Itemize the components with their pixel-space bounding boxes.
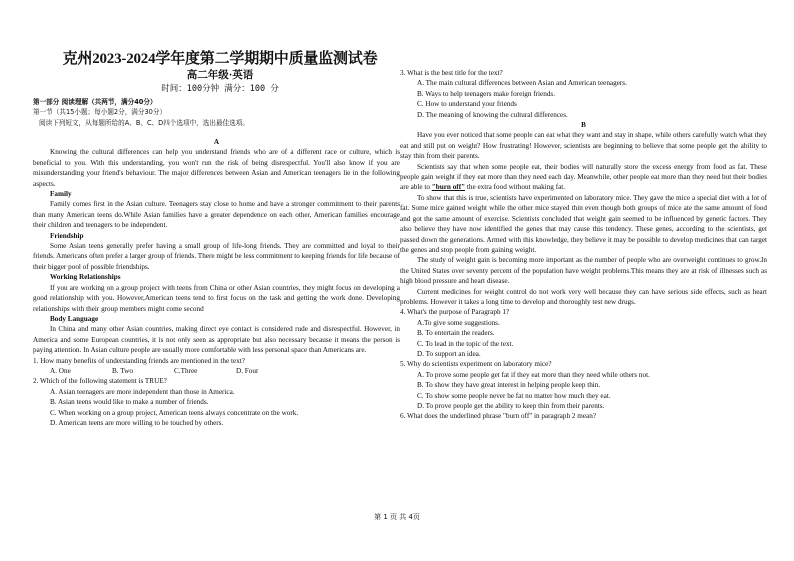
option: C. To show some people never be fat no matter how much they eat. — [417, 391, 611, 400]
option: D. To prove people get the ability to keep thin from their parents. — [417, 402, 605, 410]
part1-heading: 第一部分 阅读理解（共两节，满分40分） — [33, 98, 157, 106]
option: C. When working on a group project, American teens always concentrate on the work. — [50, 408, 299, 417]
option: C. How to understand your friends — [417, 100, 517, 109]
paragraph-working: If you are working on a group project with teens from China or other Asian countries, they might focus on developing a good relationship with you. However,American teens tend to first focus on the task and getting the work done. Developing relationships with their group members might come second — [33, 283, 400, 313]
heading-body-language: Body Language — [50, 314, 99, 323]
option: A. Asian teenagers are more independent than those in America. — [50, 387, 235, 396]
option: C.Three — [174, 366, 198, 375]
option: B. To show they have great interest in helping people keep thin. — [417, 381, 601, 390]
instruction: 阅读下列短文，从每题所给的A、B、C、D四个选项中，选出最佳选项。 — [39, 118, 249, 127]
option: B. To entertain the readers. — [417, 329, 495, 338]
passage-b-p1: Have you ever noticed that some people can eat what they want and stay in shape, while others carefully watch what they eat and still put on weight? How frustrating! However, scientists are beginning to believe that some people get the ability to stay thin from their parents. — [400, 131, 767, 161]
option: D. To support an idea. — [417, 349, 481, 358]
passage-a-label: A — [213, 138, 220, 146]
option: D. American teens are more willing to be touched by others. — [50, 418, 224, 427]
exam-meta: 时间：100分钟 满分：100 分 — [161, 84, 279, 94]
paragraph-friendship: Some Asian teens generally prefer having a small group of life-long friends. They are committed and loyal to their friends. Americans often prefer a larger group of friends. There might be less commitment to keeping friends for life because of their bigger pool of possible friendships. — [33, 242, 400, 271]
option: B. Asian teens would like to make a number of friends. — [50, 398, 209, 407]
passage-b-p3: To show that this is true, scientists have experimented on laboratory mice. They gave the mice a special diet with a lot of fat. Some mice gained weight while the other mice stayed thin even though both groups of mice ate the same amount of food and got the same amount of exercise. Scientists concluded that weight gain seemed to be influenced by genetic factors. They also believe they have now identified the genes that may cause this tendency. These genes, according to the scientists, get passed down the generations. Armed with this knowledge, they believe it may be possible to develop medicines that can target the genes and stop people from gaining weight. — [400, 193, 767, 254]
option: A.To give some suggestions. — [417, 318, 500, 327]
underlined-phrase: "burn off" — [431, 183, 466, 192]
heading-friendship: Friendship — [50, 231, 84, 240]
question-1: 1. How many benefits of understanding friends are mentioned in the text? — [33, 356, 245, 365]
option: D. The meaning of knowing the cultural differences. — [417, 110, 568, 119]
section1-heading: 第一节（共15小题；每小题2分，满分30分） — [33, 108, 167, 117]
paragraph-body-language: In China and many other Asian countries, making direct eye contact is considered rude and disrespectful. However, in America and some European countries, it is not only seen as appropriate but also necessary because it means the person is paying attention. In Asian culture people are usually more comfortable with less personal space than Americans are. — [33, 325, 400, 355]
page-subtitle: 高二年级·英语 — [186, 70, 254, 81]
page-title: 克州2023-2024学年度第二学期期中质量监测试卷 — [62, 51, 378, 67]
passage-b-p2 — [400, 162, 767, 193]
option: A. The main cultural differences between Asian and American teenagers. — [417, 79, 627, 88]
passage-b-p5: Current medicines for weight control do not work very well because they can have serious side effects, such as heart problems. However it takes a long time to develop and thoroughly test new drugs. — [400, 287, 767, 306]
option: D. Four — [236, 366, 259, 375]
option: A. To prove some people get fat if they eat more than they need while others not. — [417, 370, 650, 379]
option: B. Ways to help teenagers make foreign friends. — [417, 89, 556, 98]
heading-working: Working Relationships — [50, 273, 121, 282]
option: A. One — [50, 366, 71, 375]
question-2: 2. Which of the following statement is TRUE? — [33, 377, 167, 386]
heading-family: Family — [50, 190, 72, 199]
passage-b-p4: The study of weight gain is becoming more important as the number of people who are overweight continues to grow.In the United States over seventy percent of the population have weight problems.This means they are at risk of illnesses such as high blood pressure and heart disease. — [400, 256, 767, 286]
passage-b-p2-text-end: the extra food without making fat. — [465, 183, 566, 192]
passage-b-label: B — [581, 121, 586, 130]
passage-a-intro: Knowing the cultural differences can help you understand friends who are of a different race or culture, which is beneficial to you. With this understanding, you won't run the risk of being disrespectful. You'll also know if you are misunderstanding your friend's behaviour. The major differences between Asian and American teenagers lie in the following aspects. — [33, 148, 400, 188]
question-6: 6. What does the underlined phrase "burn off" in paragraph 2 mean? — [400, 412, 597, 421]
page-footer: 第 1 页 共 4页 — [374, 513, 420, 521]
question-5: 5. Why do scientists experiment on laboratory mice? — [400, 360, 552, 369]
paragraph-family: Family comes first in the Asian culture. Teenagers stay close to home and have a stronger commitment to their parents than many American teens do.While Asian families have a greater dependence on each other, American families encourage their children and teenagers to be independent. — [33, 200, 400, 230]
question-1-options — [33, 366, 400, 376]
option: B. Two — [112, 366, 133, 375]
option: C. To lead in the topic of the text. — [417, 339, 514, 348]
passage-b-p2-text: Scientists say that when some people eat, their bodies will naturally store the excess energy from food as fat. These people gain weight if they eat more than they need each day. Meanwhile, other people eat more than they need but their bodies are able to — [400, 162, 767, 192]
question-4: 4. What's the purpose of Paragraph 1? — [400, 308, 510, 317]
question-3: 3. What is the best title for the text? — [400, 69, 503, 77]
